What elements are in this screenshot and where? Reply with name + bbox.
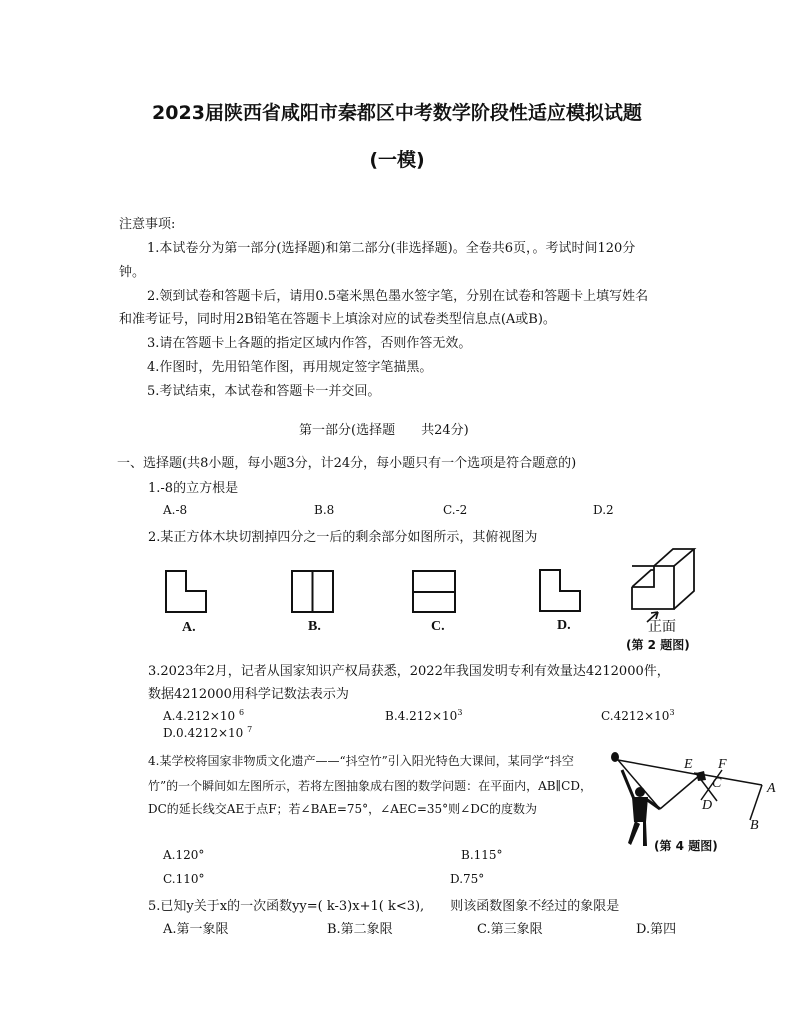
q4-point-b: B — [750, 818, 759, 833]
q3-option-b-exp: 3 — [457, 708, 463, 717]
q4-point-e: E — [684, 757, 693, 772]
q3-option-d-exp: 7 — [247, 725, 253, 734]
part1-heading: 第一部分(选择题 共24分) — [299, 423, 469, 438]
q3-option-b: $B.4.212\times 10^3$ — [385, 708, 463, 723]
q5-option-a: A.第一象限 — [163, 922, 229, 937]
notice-item-4: 4.作图时，先用铅笔作图，再用规定签字笔描黑。 — [147, 360, 433, 375]
q4-point-c: C — [712, 776, 722, 791]
q5-stem: 5.已知y关于x的一次函数yy=( k-3)x+1( k<3), 则该函数图象不经过的象限是 — [148, 899, 620, 914]
q4-caption: (第 4 题图) — [654, 839, 718, 853]
notice-item-2-cont: 和准考证号，同时用2B铅笔在答题卡上填涂对应的试卷类型信息点(A或B)。 — [119, 312, 556, 327]
q3-line2: 数据4212000用科学记数法表示为 — [148, 687, 349, 702]
q5-option-d: D.第四 — [636, 922, 677, 937]
q1-option-d: D.2 — [593, 503, 614, 517]
line-ab — [750, 785, 762, 820]
q3-option-d: D.0.4212×10 $^7$ — [163, 725, 253, 740]
q2-stem: 2.某正方体木块切割掉四分之一后的剩余部分如图所示，其俯视图为 — [148, 530, 538, 545]
q4-line1: 4.某学校将国家非物质文化遗产——“抖空竹”引入阳光特色大课间，某同学“抖空 — [148, 754, 574, 768]
q1-stem: 1.-8的立方根是 — [148, 481, 239, 496]
notice-item-1: 1.本试卷分为第一部分(选择题)和第二部分(非选择题)。全卷共6页，。考试时间120分 — [147, 241, 636, 256]
notice-item-1-cont: 钟。 — [119, 265, 146, 280]
q1-option-c: C.-2 — [443, 503, 468, 517]
q2-label-d: D. — [557, 618, 571, 633]
q3-option-c: $C.4212\times 10^3$ — [601, 708, 675, 723]
q4-line2: 竹”的一个瞬间如左图所示，若将左图抽象成右图的数学问题：在平面内，AB∥CD， — [148, 779, 592, 793]
q3-option-a-exp: 6 — [239, 708, 245, 717]
q4-line3: DC的延长线交AE于点F；若∠BAE=75°，∠AEC=35°则∠DC的度数为 — [148, 802, 538, 816]
q2-label-b: B. — [308, 619, 321, 634]
q2-caption: (第 2 题图) — [626, 638, 690, 652]
q2-label-c: C. — [431, 619, 445, 634]
q4-option-d: D.75° — [450, 872, 485, 886]
q4-option-c: C.110° — [163, 872, 205, 886]
page-subtitle: (一模) — [369, 149, 425, 171]
notice-item-5: 5.考试结束，本试卷和答题卡一并交回。 — [147, 384, 381, 399]
q1-option-a: A.-8 — [163, 503, 188, 517]
q2-label-a: A. — [182, 620, 196, 635]
q4-point-d: D — [702, 798, 713, 813]
q4-option-a: A.120° — [163, 848, 205, 862]
q5-option-c: C.第三象限 — [477, 922, 543, 937]
notice-heading: 注意事项: — [119, 217, 176, 232]
section-heading: 一、选择题(共8小题，每小题3分，计24分，每小题只有一个选项是符合题意的) — [117, 456, 577, 471]
q3-line1: 3.2023年2月，记者从国家知识产权局获悉，2022年我国发明专利有效量达4212000件， — [148, 664, 670, 679]
q3-option-c-exp: 3 — [669, 708, 675, 717]
q1-option-b: B.8 — [314, 503, 335, 517]
q4-option-b: B.115° — [461, 848, 503, 862]
q2-front-label: 正面 — [648, 619, 676, 635]
q4-point-a: A — [767, 781, 776, 796]
page-title: 2023届陕西省咸阳市秦都区中考数学阶段性适应模拟试题 — [152, 102, 642, 124]
q5-option-b: B.第二象限 — [327, 922, 393, 937]
notice-item-3: 3.请在答题卡上各题的指定区域内作答，否则作答无效。 — [147, 336, 472, 351]
q4-point-f: F — [718, 757, 727, 772]
notice-item-2: 2.领到试卷和答题卡后，请用0.5毫米黑色墨水签字笔，分别在试卷和答题卡上填写姓名 — [147, 289, 649, 304]
q3-option-a: A.4.212×10 $^6$ — [163, 708, 245, 723]
